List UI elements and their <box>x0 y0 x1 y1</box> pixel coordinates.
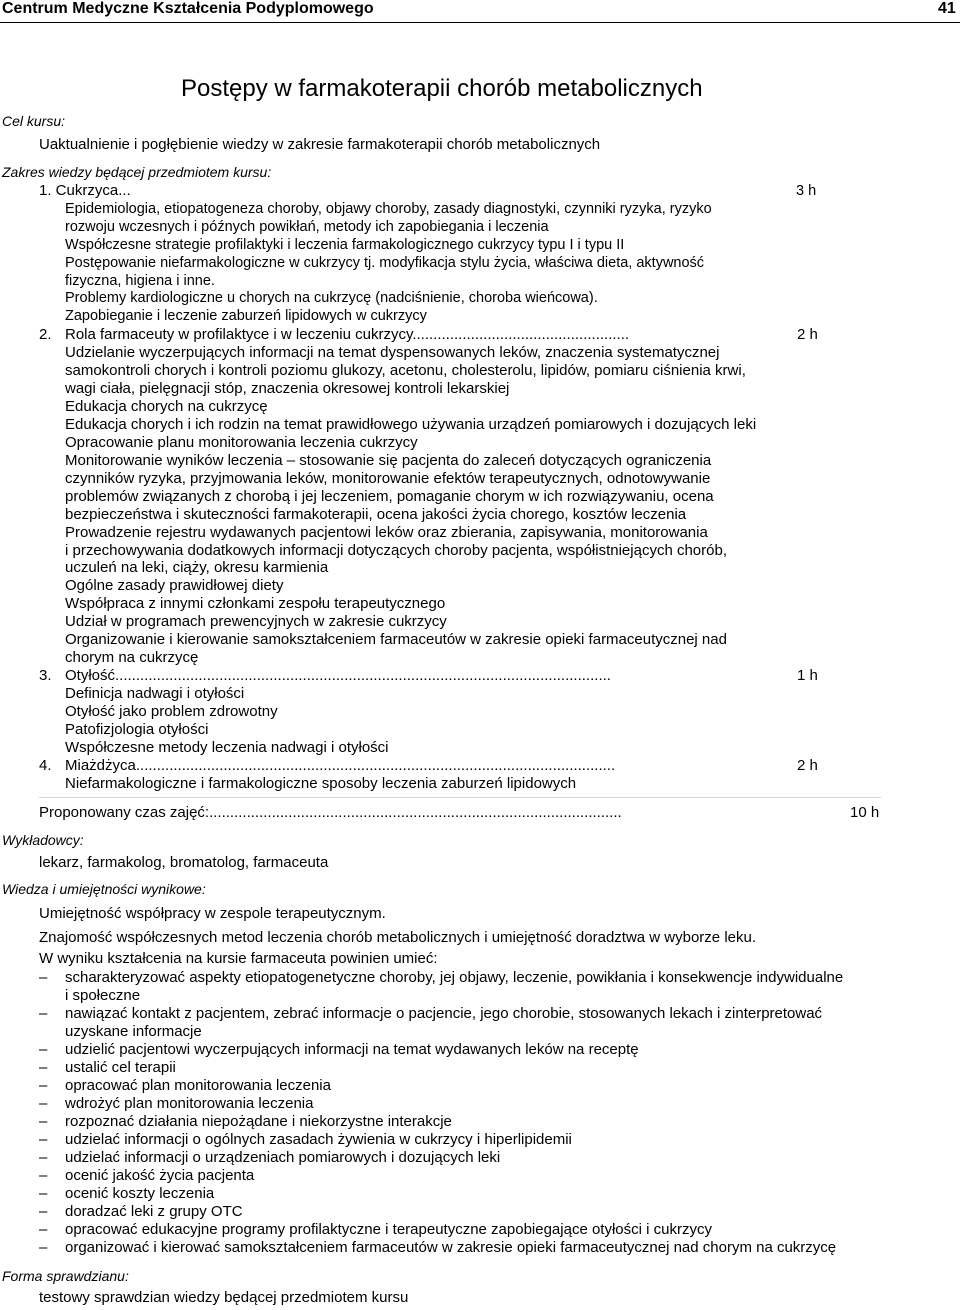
outcome-paragraph: Znajomość współczesnych metod leczenia chorób metabolicznych i umiejętność doradztwa w wyborze leku. <box>39 929 756 946</box>
section-line: chorym na cukrzycę <box>65 649 199 666</box>
list-item-continuation: uzyskane informacje <box>65 1023 202 1040</box>
list-item: ocenić jakość życia pacjenta <box>65 1167 255 1184</box>
list-dash: – <box>39 1185 48 1202</box>
list-dash: – <box>39 1149 48 1166</box>
section-line: Edukacja chorych na cukrzycę <box>65 398 268 415</box>
section-line: Otyłość jako problem zdrowotny <box>65 703 278 720</box>
section-line: samokontroli chorych i kontroli poziomu glukozy, acetonu, cholesterolu, lipidów, pomiaru ciśnienia krwi, <box>65 362 746 379</box>
list-dash: – <box>39 1221 48 1238</box>
section-title: Otyłość....................................................................................................................... <box>65 667 611 684</box>
goal-text: Uaktualnienie i pogłębienie wiedzy w zakresie farmakoterapii chorób metabolicznych <box>39 136 601 153</box>
outcome-paragraph: W wyniku kształcenia na kursie farmaceuta powinien umieć: <box>39 950 438 967</box>
section-line: problemów związanych z chorobą i jej leczeniem, pomaganie chorym w ich rozwiązywaniu, ocena <box>65 488 714 505</box>
assessment-text: testowy sprawdzian wiedzy będącej przedmiotem kursu <box>39 1289 409 1306</box>
proposed-time-value: 10 h <box>850 804 880 821</box>
section-title: 1. Cukrzyca... <box>39 182 131 199</box>
list-item: opracować edukacyjne programy profilaktyczne i terapeutyczne zapobiegające otyłości i cukrzycy <box>65 1221 712 1238</box>
list-item: doradzać leki z grupy OTC <box>65 1203 243 1220</box>
section-line: Udział w programach prewencyjnych w zakresie cukrzycy <box>65 613 447 630</box>
list-dash: – <box>39 1095 48 1112</box>
list-dash: – <box>39 1077 48 1094</box>
list-item: rozpoznać działania niepożądane i niekorzystne interakcje <box>65 1113 452 1130</box>
section-line: Epidemiologia, etiopatogeneza choroby, objawy choroby, zasady diagnostyki, czynniki ryzyka, ryzyko <box>65 201 712 217</box>
list-dash: – <box>39 1131 48 1148</box>
assessment-label: Forma sprawdzianu: <box>2 1268 129 1284</box>
list-dash: – <box>39 1059 48 1076</box>
section-line: Ogólne zasady prawidłowej diety <box>65 577 284 594</box>
section-line: i przechowywania dodatkowych informacji dotyczących choroby pacjenta, współistniejących chorób, <box>65 542 727 559</box>
list-item: scharakteryzować aspekty etiopatogenetyczne choroby, jej objawy, leczenie, powikłania i konsekwencje indywidualne <box>65 969 844 986</box>
list-dash: – <box>39 1239 48 1256</box>
section-line: Edukacja chorych i ich rodzin na temat prawidłowego używania urządzeń pomiarowych i dozujących leki <box>65 416 757 433</box>
list-item: opracować plan monitorowania leczenia <box>65 1077 331 1094</box>
list-dash: – <box>39 1041 48 1058</box>
section-line: Problemy kardiologiczne u chorych na cukrzycę (nadciśnienie, choroba wieńcowa). <box>65 290 598 306</box>
list-dash: – <box>39 1203 48 1220</box>
section-line: uczuleń na leki, ciąży, okresu karmienia <box>65 559 329 576</box>
list-item-continuation: i społeczne <box>65 987 141 1004</box>
section-number: 3. <box>39 667 52 684</box>
header-institution: Centrum Medyczne Kształcenia Podyplomowego <box>2 0 374 17</box>
section-number: 4. <box>39 757 52 774</box>
list-item: ustalić cel terapii <box>65 1059 176 1076</box>
outcome-paragraph: Umiejętność współpracy w zespole terapeutycznym. <box>39 905 386 922</box>
page-number: 41 <box>938 0 956 17</box>
section-line: Współpraca z innymi członkami zespołu terapeutycznego <box>65 595 446 612</box>
goal-label: Cel kursu: <box>2 113 66 129</box>
lecturers-label: Wykładowcy: <box>2 832 84 848</box>
list-dash: – <box>39 1167 48 1184</box>
section-hours: 1 h <box>797 667 818 684</box>
list-item: udzielać informacji o urządzeniach pomiarowych i dozujących leki <box>65 1149 501 1166</box>
section-line: fizyczna, higiena i inne. <box>65 273 215 289</box>
section-line: wagi ciała, pielęgnacji stóp, znaczenia okresowej kontroli lekarskiej <box>65 380 510 397</box>
header-divider <box>0 22 960 23</box>
section-hours: 2 h <box>797 757 818 774</box>
section-hours: 3 h <box>796 183 817 199</box>
section-divider <box>39 797 881 798</box>
proposed-time-label: Proponowany czas zajęć:................................................................................................... <box>39 804 622 821</box>
section-hours: 2 h <box>797 326 818 343</box>
list-dash: – <box>39 1005 48 1022</box>
scope-label: Zakres wiedzy będącej przedmiotem kursu: <box>2 164 272 180</box>
outcomes-label: Wiedza i umiejętności wynikowe: <box>2 881 206 897</box>
section-line: Postępowanie niefarmakologiczne w cukrzycy tj. modyfikacja stylu życia, właściwa dieta, aktywność <box>65 255 705 271</box>
section-line: Opracowanie planu monitorowania leczenia cukrzycy <box>65 434 418 451</box>
section-line: rozwoju wczesnych i późnych powikłań, metody ich zapobiegania i leczenia <box>65 219 549 235</box>
page-title: Postępy w farmakoterapii chorób metabolicznych <box>181 75 703 102</box>
section-line: Monitorowanie wyników leczenia – stosowanie się pacjenta do zaleceń dotyczących ograniczenia <box>65 452 712 469</box>
list-item: udzielać informacji o ogólnych zasadach żywienia w cukrzycy i hiperlipidemii <box>65 1131 572 1148</box>
lecturers-text: lekarz, farmakolog, bromatolog, farmaceuta <box>39 854 329 871</box>
list-dash: – <box>39 969 48 986</box>
section-line: Współczesne metody leczenia nadwagi i otyłości <box>65 739 389 756</box>
list-item: wdrożyć plan monitorowania leczenia <box>65 1095 314 1112</box>
section-line: Prowadzenie rejestru wydawanych pacjentowi leków oraz zbierania, zapisywania, monitorowania <box>65 524 708 541</box>
section-line: Definicja nadwagi i otyłości <box>65 685 245 702</box>
list-dash: – <box>39 1113 48 1130</box>
section-line: Organizowanie i kierowanie samokształceniem farmaceutów w zakresie opieki farmaceutycznej nad <box>65 631 727 648</box>
section-title: Rola farmaceuty w profilaktyce i w leczeniu cukrzycy.................................................... <box>65 326 630 343</box>
section-line: Udzielanie wyczerpujących informacji na temat dyspensowanych leków, znaczenia systematycznej <box>65 344 720 361</box>
section-line: Niefarmakologiczne i farmakologiczne sposoby leczenia zaburzeń lipidowych <box>65 775 577 792</box>
section-line: czynników ryzyka, przyjmowania leków, monitorowanie efektów terapeutycznych, odnotowywanie <box>65 470 711 487</box>
section-number: 2. <box>39 326 52 343</box>
section-line: bezpieczeństwa i skuteczności farmakoterapii, ocena jakości życia chorego, kosztów leczenia <box>65 506 687 523</box>
section-line: Patofizjologia otyłości <box>65 721 209 738</box>
section-line: Zapobieganie i leczenie zaburzeń lipidowych w cukrzycy <box>65 308 427 324</box>
list-item: nawiązać kontakt z pacjentem, zebrać informacje o pacjencie, jego chorobie, stosowanych lekach i zinterpretować <box>65 1005 823 1022</box>
section-title: Miażdżyca................................................................................................................... <box>65 757 616 774</box>
section-line: Współczesne strategie profilaktyki i leczenia farmakologicznego cukrzycy typu I i typu II <box>65 237 625 253</box>
list-item: udzielić pacjentowi wyczerpujących informacji na temat wydawanych leków na receptę <box>65 1041 639 1058</box>
list-item: organizować i kierować samokształceniem farmaceutów w zakresie opieki farmaceutycznej nad chorym na cukrzycę <box>65 1239 837 1256</box>
list-item: ocenić koszty leczenia <box>65 1185 215 1202</box>
